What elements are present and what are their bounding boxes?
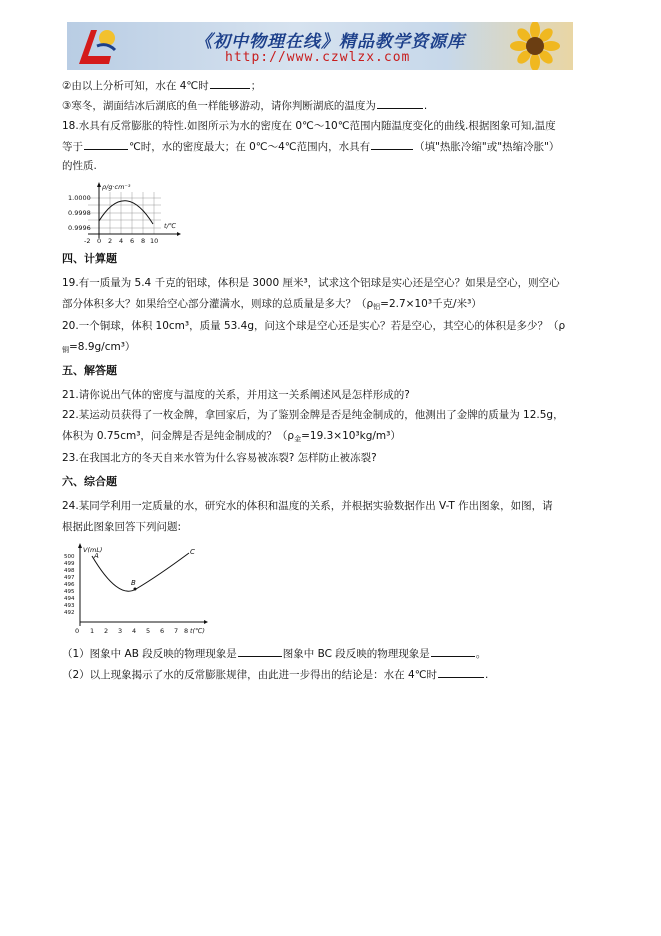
x-tick-label: 7 <box>174 627 179 635</box>
x-tick-label: 2 <box>104 627 109 635</box>
x-tick-label: 2 <box>108 237 113 245</box>
banner-url[interactable]: http://www.czwlzx.com <box>225 50 411 65</box>
header-banner <box>67 22 573 70</box>
q18-line1: 18.水具有反常膨胀的特性.如图所示为水的密度在 0℃～10℃范围内随温度变化的曲线.根据图象可知,温度 <box>62 120 556 132</box>
x-tick-label: 4 <box>119 237 124 245</box>
x-tick-label: 10 <box>150 237 159 245</box>
q24-line1: 24.某同学利用一定质量的水，研究水的体积和温度的关系，并根据实验数据作出 V-T 作出图象，如图，请 <box>62 500 553 512</box>
density-temperature-graph <box>60 180 185 245</box>
x-axis-label: t(℃) <box>190 627 205 635</box>
x-tick-label: -2 <box>84 237 91 245</box>
site-logo-icon <box>71 24 121 68</box>
answer-blank[interactable] <box>371 139 413 150</box>
q23-line: 23.在我国北方的冬天自来水管为什么容易被冻裂? 怎样防止被冻裂? <box>62 452 377 464</box>
y-tick-label: 498 <box>64 568 75 574</box>
q19-line1: 19.有一质量为 5.4 千克的铝球，体积是 3000 厘米³，试求这个铝球是实心还是空心？如果是空心，则空心 <box>62 277 560 289</box>
q18-line2: 等于 ℃时，水的密度最大；在 0℃～4℃范围内，水具有 （填"热胀冷缩"或"热缩冷胀"） <box>62 141 560 153</box>
q24-line2: 根据此图象回答下列问题: <box>62 521 182 533</box>
q22-line1: 22.某运动员获得了一枚金牌，拿回家后，为了鉴别金牌是否是纯金制成的，他测出了金牌的质量为 12.5g， <box>62 409 564 421</box>
q19-line2: 部分体积多大？如果给空心部分灌满水，则球的总质量是多大？（$\rho_铝=2.7\times 10^3$千克/米³） <box>62 298 482 311</box>
answer-blank[interactable] <box>377 98 423 109</box>
sunflower-icon <box>505 22 565 70</box>
x-tick-label: 0 <box>75 627 80 635</box>
q24-sub1: （1）图象中 AB 段反映的物理现象是 图象中 BC 段反映的物理现象是 。 <box>62 648 487 660</box>
answer-blank[interactable] <box>210 78 250 89</box>
y-tick-label: 499 <box>64 561 75 567</box>
y-axis-label: ρ/g·cm⁻³ <box>102 183 131 191</box>
x-tick-label: 0 <box>97 237 102 245</box>
q18-line3: 的性质. <box>62 160 97 172</box>
q17-line3: ③寒冬，湖面结冰后湖底的鱼一样能够游动，请你判断湖底的温度为 . <box>62 100 428 112</box>
y-tick-label: 0.9996 <box>68 224 91 232</box>
y-tick-label: 1.0000 <box>68 194 91 202</box>
q21-line: 21.请你说出气体的密度与温度的关系，并用这一关系阐述风是怎样形成的? <box>62 389 410 401</box>
q20-line2: $_铜$=8.9g/cm³） <box>62 341 136 354</box>
y-tick-label: 500 <box>64 554 75 560</box>
answer-blank[interactable] <box>84 139 128 150</box>
density-curve <box>99 201 153 224</box>
x-tick-label: 6 <box>160 627 165 635</box>
x-tick-label: 3 <box>118 627 123 635</box>
x-tick-label: 1 <box>90 627 95 635</box>
point-label-c: C <box>190 548 195 556</box>
volume-curve <box>92 553 189 591</box>
answer-blank[interactable] <box>238 646 282 657</box>
answer-blank[interactable] <box>438 667 484 678</box>
y-axis-label: V(mL) <box>83 546 103 554</box>
y-tick-label: 494 <box>64 596 75 602</box>
x-tick-label: 8 <box>141 237 146 245</box>
curve-point-b <box>134 588 137 591</box>
x-tick-label: 4 <box>132 627 137 635</box>
q20-line1: 20.一个铜球，体积 10cm³，质量 53.4g，问这个球是空心还是实心？若是空心，其空心的体积是多少？（ρ <box>62 320 566 332</box>
x-axis-label: t/℃ <box>164 222 177 230</box>
x-tick-label: 8 <box>184 627 189 635</box>
section-title-calculation: 四、计算题 <box>62 252 117 265</box>
y-tick-label: 495 <box>64 589 75 595</box>
answer-blank[interactable] <box>431 646 475 657</box>
section-title-comprehensive: 六、综合题 <box>62 475 117 488</box>
y-tick-label: 492 <box>64 610 75 616</box>
q17-line2: ②由以上分析可知，水在 4℃时 ； <box>62 80 262 92</box>
x-tick-label: 5 <box>146 627 151 635</box>
point-label-b: B <box>131 579 136 587</box>
y-tick-label: 493 <box>64 603 75 609</box>
volume-temperature-graph <box>58 542 218 639</box>
point-label-a: A <box>94 552 99 560</box>
y-tick-label: 496 <box>64 582 75 588</box>
section-title-answer: 五、解答题 <box>62 364 117 377</box>
x-tick-label: 6 <box>130 237 135 245</box>
q22-line2: 体积为 0.75cm³，问金牌是否是纯金制成的？$(\rho_金=19.3\times 10^3kg/m^3)$ <box>62 430 401 443</box>
q24-sub2: （2）以上现象揭示了水的反常膨胀规律，由此进一步得出的结论是：水在 4℃时 . <box>62 669 489 681</box>
y-tick-label: 497 <box>64 575 75 581</box>
y-tick-label: 0.9998 <box>68 209 91 217</box>
banner-title: 《初中物理在线》精品教学资源库 <box>195 32 465 52</box>
